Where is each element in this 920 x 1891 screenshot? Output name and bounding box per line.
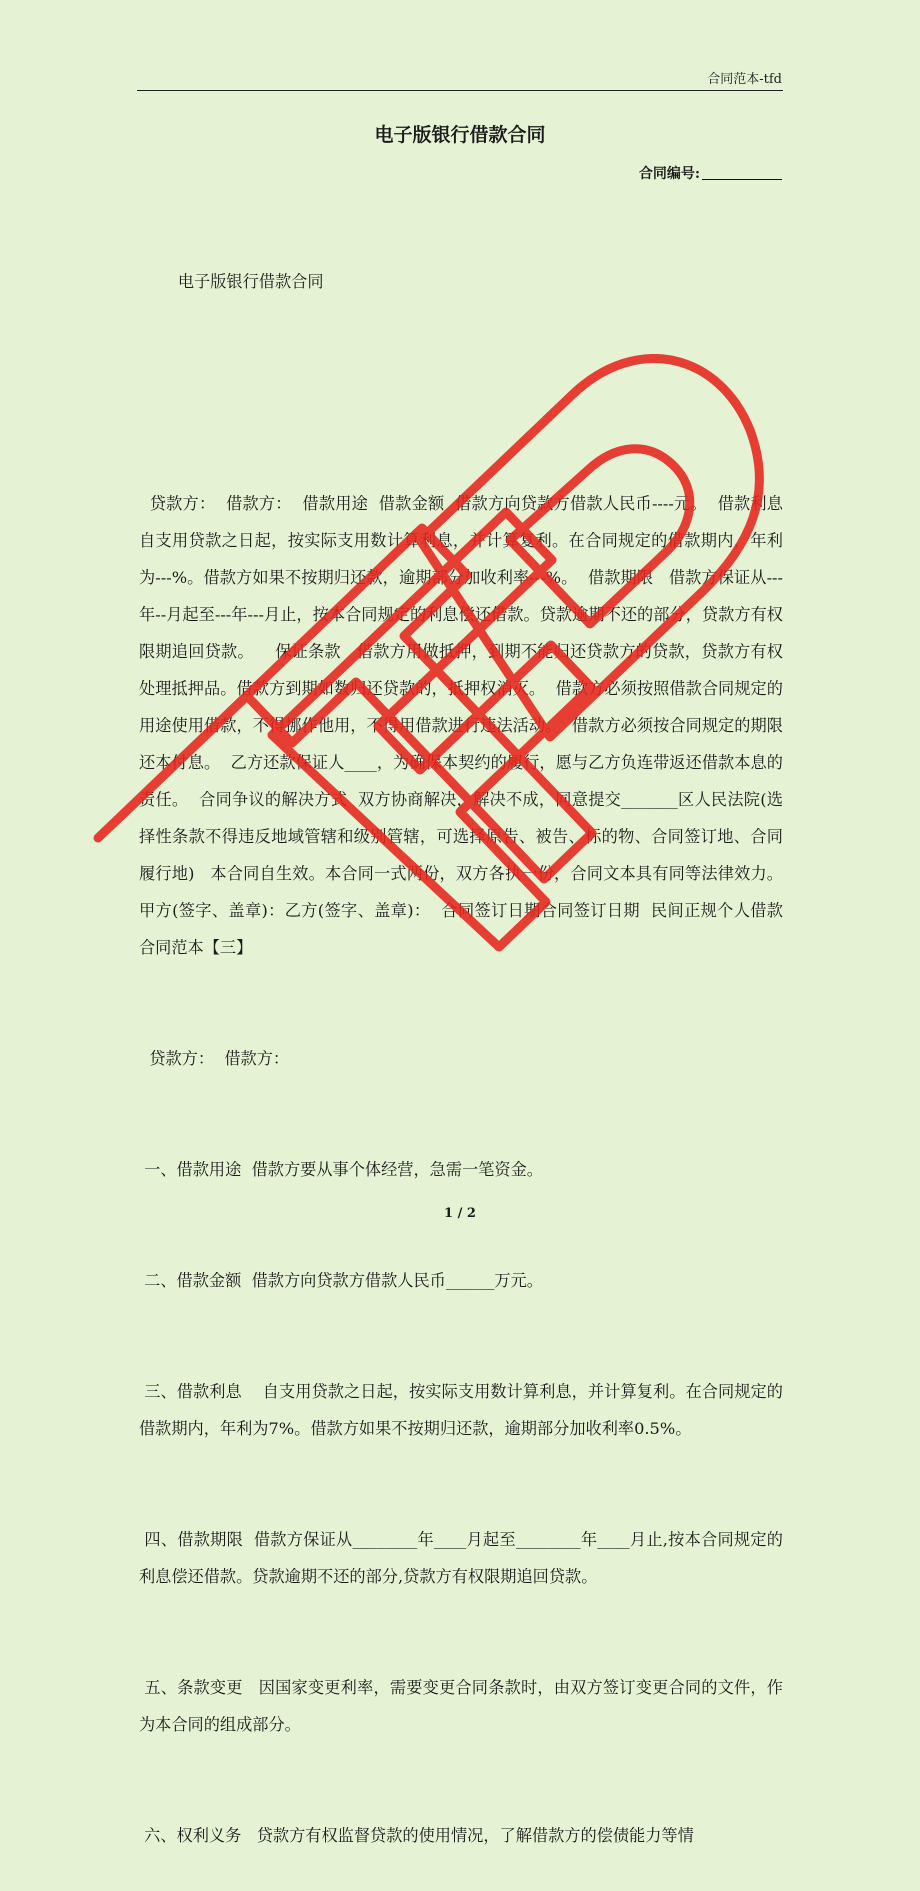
contract-number <box>639 163 782 183</box>
paragraph: 贷款方： 借款方： <box>139 1049 290 1068</box>
document-subtitle: 电子版银行借款合同 <box>177 272 324 291</box>
blank-line <box>139 374 783 411</box>
paragraph: 六、权利义务 贷款方有权监督贷款的使用情况，了解借款方的偿债能力等情 <box>139 1826 694 1845</box>
paragraph: 四、借款期限 借款方保证从________年____月起至________年____月止,按本合同规定的利息偿还借款。贷款逾期不还的部分,贷款方有权限期追回贷款。 <box>139 1530 783 1586</box>
document-title: 电子版银行借款合同 <box>374 124 546 146</box>
paragraph: 五、条款变更 因国家变更利率，需要变更合同条款时，由双方签订变更合同的文件，作为本合同的组成部分。 <box>139 1678 783 1734</box>
paragraph: 二、借款金额 借款方向贷款方借款人民币______万元。 <box>139 1271 543 1290</box>
header-divider <box>137 90 783 91</box>
paragraph: 一、借款用途 借款方要从事个体经营，急需一笔资金。 <box>139 1160 543 1179</box>
page-number: 1 / 2 <box>444 1206 476 1221</box>
contract-number-label: 合同编号: <box>638 166 700 182</box>
paragraph: 贷款方： 借款方： 借款用途 借款金额 借款方向贷款方借款人民币----元。 借款利息 自支用贷款之日起，按实际支用数计算利息，并计算复利。在合同规定的借款期内，年利为---%。借款方如果不按期归还款，逾期部分加收利率---%。 借款期限 借款方保证从---年--月起至---年---月止，按本合同规定的利息偿还借款。贷款逾期不还的部分，贷款方有权限期追回贷款。 保证条款 借款方用做抵押，到期不能归还贷款方的贷款，贷款方有权处理抵押品。借款方到期如数归还贷款的，抵押权消灭。 借款方必须按照借款合同规定的用途使用借款，不得挪作他用，不得用借款进行违法活动。 借款方必须按合同规定的期限还本付息。 乙方还款保证人____，为确保本契约的履行，愿与乙方负连带返还借款本息的责任。 合同争议的解决方式 双方协商解决，解决不成，同意提交_______区人民法院(选择性条款不得违反地域管辖和级别管辖，可选择原告、被告、标的物、合同签订地、合同履行地) 本合同自生效。本合同一式两份，双方各执一份，合同文本具有同等法律效力。 甲方(签字、盖章)：乙方(签字、盖章)： 合同签订日期合同签订日期 民间正规个人借款合同范本【三】 <box>139 494 804 957</box>
paragraph: 三、借款利息 自支用贷款之日起，按实际支用数计算利息，并计算复利。在合同规定的借款期内，年利为7%。借款方如果不按期归还款，逾期部分加收利率0.5%。 <box>139 1382 783 1438</box>
header-label: 合同范本-tfd <box>707 72 782 87</box>
contract-number-blank <box>702 165 782 180</box>
document-body <box>139 189 804 1891</box>
